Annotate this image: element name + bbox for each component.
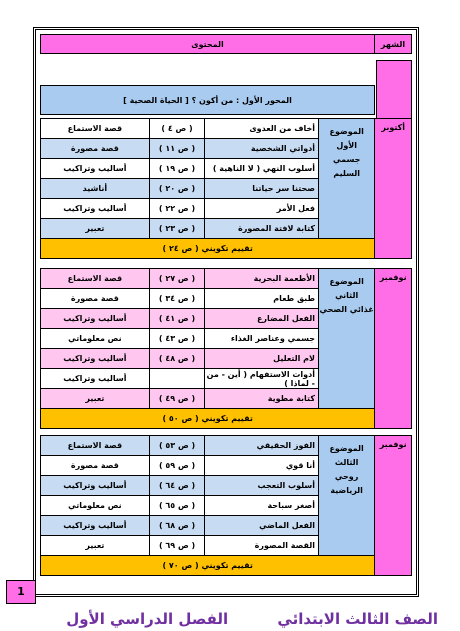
cell-page: ( ص ٦٥ ) xyxy=(149,496,205,516)
eval-row xyxy=(41,409,412,429)
cell-page: ( ص ١٩ ) xyxy=(149,159,205,179)
topic-title: روحي الرياضية xyxy=(330,472,363,495)
cell-branch: تعبير xyxy=(41,389,150,409)
formative-assessment: تقييم تكويني ( ص ٢٤ ) xyxy=(41,239,375,259)
formative-assessment: تقييم تكويني ( ص ٥٠ ) xyxy=(41,409,375,429)
cell-branch: قصة الاستماع xyxy=(41,436,150,456)
cell-lesson: كتابة لافتة المصورة xyxy=(205,219,319,239)
cell-page: ( ص ٦٤ ) xyxy=(149,476,205,496)
cell-lesson: أصغر سباحة xyxy=(205,496,319,516)
cell-page xyxy=(149,369,205,389)
cell-lesson: الفوز الحقيقي xyxy=(205,436,319,456)
section-topic xyxy=(319,119,375,239)
table-row xyxy=(41,436,412,456)
topic-title: غذائي الصحي xyxy=(319,305,374,314)
cell-lesson: لام التعليل xyxy=(205,349,319,369)
topic-title: جسمي السليم xyxy=(333,155,361,178)
cell-lesson: القصة المصورة xyxy=(205,536,319,556)
cell-page: ( ص ٥٩ ) xyxy=(149,456,205,476)
topic-number: الموضوع الثالث xyxy=(329,444,364,467)
footer-term: الفصل الدراسي الأول xyxy=(66,610,229,628)
cell-branch: أساليب وتراكيب xyxy=(41,369,150,389)
cell-lesson: جسمي وعناصر الغذاء xyxy=(205,329,319,349)
cell-lesson: فعل الأمر xyxy=(205,199,319,219)
cell-branch: أساليب وتراكيب xyxy=(41,199,150,219)
cell-page: ( ص ٤٣ ) xyxy=(149,329,205,349)
cell-branch: أساليب وتراكيب xyxy=(41,476,150,496)
cell-lesson: أخاف من العدوى xyxy=(205,119,319,139)
cell-page: ( ص ٤٩ ) xyxy=(149,389,205,409)
page-frame xyxy=(33,27,419,597)
cell-branch: أساليب وتراكيب xyxy=(41,349,150,369)
cell-page: ( ص ٦٩ ) xyxy=(149,536,205,556)
cell-branch: قصة مصورة xyxy=(41,289,150,309)
section-3-table xyxy=(40,435,412,576)
page-number: 1 xyxy=(6,580,36,604)
section-1-table xyxy=(40,118,412,259)
cell-page: ( ص ٥٣ ) xyxy=(149,436,205,456)
footer-grade: الصف الثالث الابتدائي xyxy=(277,610,438,628)
header-month: الشهر xyxy=(375,35,412,54)
axis-title: المحور الأول : من أكون ؟ [ الحياة الصحية ] xyxy=(40,85,375,115)
cell-page: ( ص ٣٤ ) xyxy=(149,289,205,309)
cell-branch: أساليب وتراكيب xyxy=(41,309,150,329)
cell-page: ( ص ٢٠ ) xyxy=(149,179,205,199)
eval-row xyxy=(41,556,412,576)
cell-lesson: طبق طعام xyxy=(205,289,319,309)
cell-branch: تعبير xyxy=(41,536,150,556)
topic-number: الموضوع الثاني xyxy=(329,277,364,300)
cell-page: ( ص ١١ ) xyxy=(149,139,205,159)
cell-branch: نص معلوماتي xyxy=(41,496,150,516)
section-2-table xyxy=(40,268,412,429)
table-row xyxy=(41,119,412,139)
cell-lesson: الفعل الماضي xyxy=(205,516,319,536)
cell-lesson: الأطعمة البحرية xyxy=(205,269,319,289)
cell-branch: قصة الاستماع xyxy=(41,119,150,139)
cell-page: ( ص ٢٣ ) xyxy=(149,219,205,239)
cell-lesson: أدوات الاستفهام ( أين - من - لماذا ) xyxy=(205,369,319,389)
section-topic xyxy=(318,269,374,409)
section-month: نوفمبر xyxy=(375,269,412,429)
cell-page: ( ص ٤٨ ) xyxy=(149,349,205,369)
cell-lesson: صحتنا سر حياتنا xyxy=(205,179,319,199)
section-topic xyxy=(318,436,374,556)
cell-lesson: أسلوب النهي ( لا الناهية ) xyxy=(205,159,319,179)
cell-branch: قصة مصورة xyxy=(41,456,150,476)
cell-branch: قصة الاستماع xyxy=(41,269,150,289)
table-row xyxy=(41,269,412,289)
section-month: أكتوبر xyxy=(375,119,412,259)
cell-branch: قصة مصورة xyxy=(41,139,150,159)
cell-page: ( ص ٢٢ ) xyxy=(149,199,205,219)
cell-lesson: كتابة مطوية xyxy=(205,389,319,409)
cell-page: ( ص ٦٨ ) xyxy=(149,516,205,536)
formative-assessment: تقييم تكويني ( ص ٧٠ ) xyxy=(41,556,375,576)
cell-branch: أناشيد xyxy=(41,179,150,199)
eval-row xyxy=(41,239,412,259)
cell-branch: أساليب وتراكيب xyxy=(41,159,150,179)
section-month: نوفمبر xyxy=(375,436,412,576)
cell-lesson: الفعل المضارع xyxy=(205,309,319,329)
cell-lesson: أدواتي الشخصية xyxy=(205,139,319,159)
cell-branch: أساليب وتراكيب xyxy=(41,516,150,536)
footer xyxy=(0,610,460,631)
cell-branch: تعبير xyxy=(41,219,150,239)
cell-page: ( ص ٢٧ ) xyxy=(149,269,205,289)
header-table xyxy=(40,34,412,54)
cell-page: ( ص ٤١ ) xyxy=(149,309,205,329)
topic-number: الموضوع الأول xyxy=(329,127,364,150)
cell-lesson: أسلوب التعجب xyxy=(205,476,319,496)
cell-branch: نص معلوماتي xyxy=(41,329,150,349)
header-content: المحتوى xyxy=(41,35,375,54)
cell-lesson: أنا قوي xyxy=(205,456,319,476)
cell-page: ( ص ٤ ) xyxy=(149,119,205,139)
